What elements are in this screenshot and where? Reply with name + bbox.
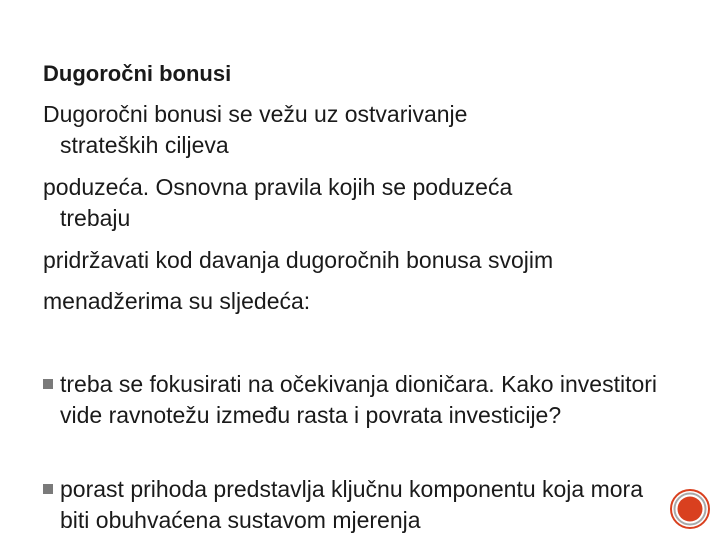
paragraph-1-line-2: strateških ciljeva bbox=[60, 132, 229, 158]
target-circle-icon[interactable] bbox=[669, 488, 711, 530]
paragraph-2 bbox=[43, 172, 643, 234]
paragraph-1 bbox=[43, 99, 643, 161]
slide-title: Dugoročni bonusi bbox=[43, 61, 232, 86]
paragraph-4 bbox=[43, 286, 643, 317]
paragraph-2-line-1: poduzeća. Osnovna pravila kojih se poduzeća bbox=[43, 174, 513, 200]
square-bullet-icon bbox=[43, 379, 53, 389]
paragraph-1-line-1: Dugoročni bonusi se vežu uz ostvarivanje bbox=[43, 101, 468, 127]
paragraph-4-line-1: menadžerima su sljedeća: bbox=[43, 288, 311, 314]
bullet-item-2-text: porast prihoda predstavlja ključnu komponentu koja mora biti obuhvaćena sustavom mjerenja bbox=[60, 476, 643, 533]
paragraph-3-line-1: pridržavati kod davanja dugoročnih bonusa svojim bbox=[43, 247, 554, 273]
bullet-item-2 bbox=[43, 474, 663, 536]
square-bullet-icon bbox=[43, 484, 53, 494]
bullet-item-1 bbox=[43, 369, 663, 431]
paragraph-3 bbox=[43, 245, 643, 276]
bullet-item-1-text: treba se fokusirati na očekivanja dioničara. Kako investitori vide ravnotežu između rasta i povrata investicije? bbox=[60, 371, 658, 428]
paragraph-2-line-2: trebaju bbox=[60, 205, 131, 231]
